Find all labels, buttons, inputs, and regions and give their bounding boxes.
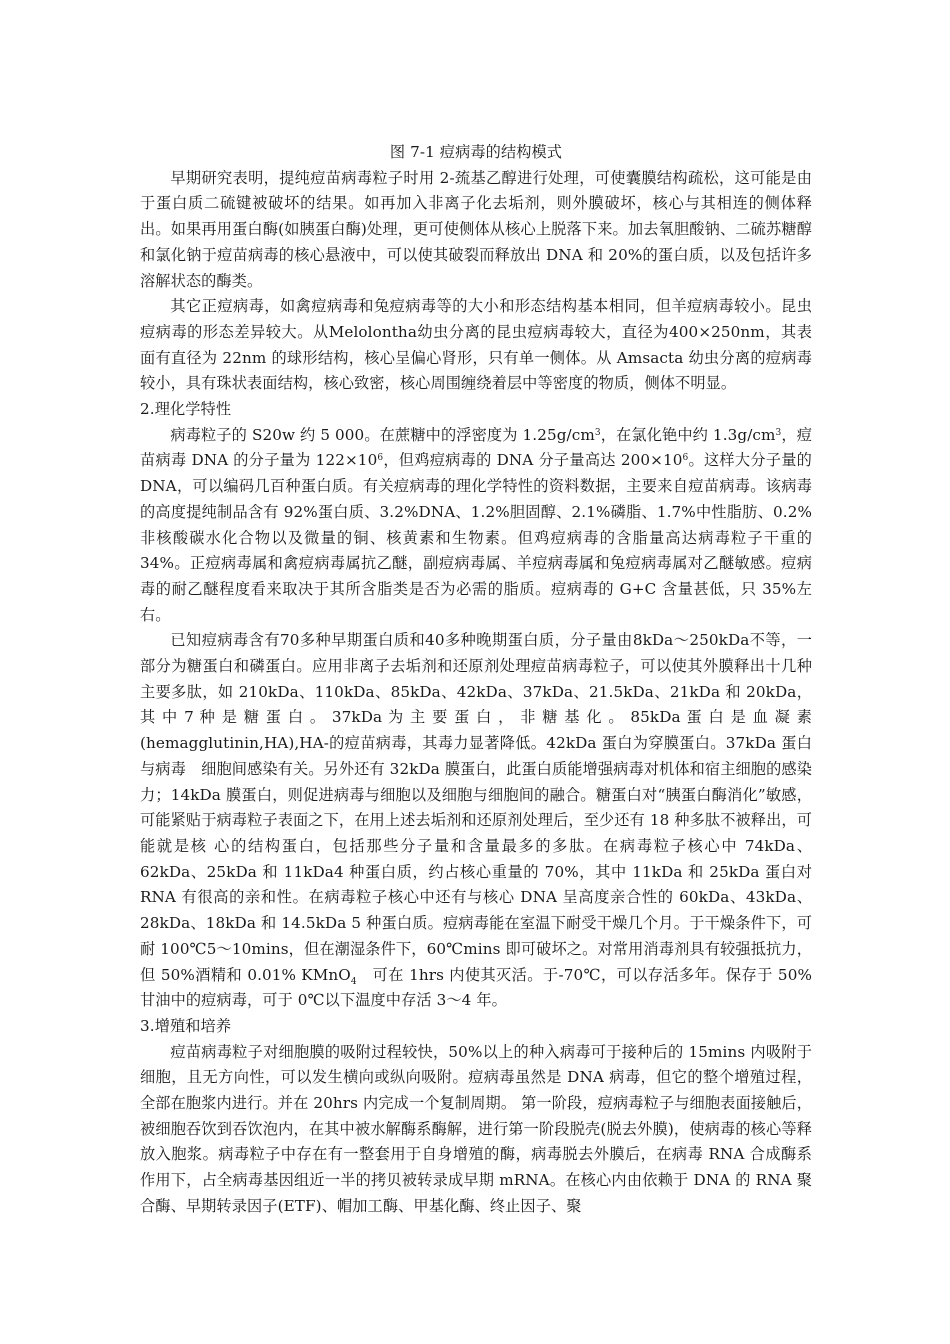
text-fragment: ，痘苗病毒 DNA 的分子量为 122×10	[140, 425, 812, 470]
paragraph-replication: 痘苗病毒粒子对细胞膜的吸附过程较快，50%以上的种入病毒可于接种后的 15mins 内吸附于细胞，且无方向性，可以发生横向或纵向吸附。痘病毒虽然是 DNA 病毒，但它的整个增殖过程，全部在胞浆内进行。并在 20hrs 内完成一个复制周期。 第一阶段，痘病毒粒子与细胞表面接触后，被细胞吞饮到吞饮泡内，在其中被水解酶系酶解，进行第一阶段脱壳(脱去外膜)，使病毒的核心等释放入胞浆。病毒粒子中存在有一整套用于自身增殖的酶，病毒脱去外膜后，在病毒 RNA 合成酶系作用下，占全病毒基因组近一半的拷贝被转录成早期 mRNA。在核心内由依赖于 DNA 的 RNA 聚合酶、早期转录因子(ETF)、帽加工酶、甲基化酶、终止因子、聚	[140, 1042, 812, 1215]
paragraph-physicochemical-properties	[140, 423, 812, 629]
subscript: 4	[350, 976, 357, 987]
superscript: 3	[594, 427, 601, 438]
figure-caption: 图 7-1 痘病毒的结构模式	[389, 143, 563, 161]
section-heading-replication: 3.增殖和培养	[140, 1016, 232, 1035]
paragraph-structure-treatment: 早期研究表明，提纯痘苗病毒粒子时用 2-巯基乙醇进行处理，可使囊膜结构疏松，这可能是由于蛋白质二硫键被破坏的结果。如再加入非离子化去垢剂，则外膜破坏，核心与其相连的侧体释出。如果再用蛋白酶(如胰蛋白酶)处理，更可使侧体从核心上脱落下来。加去氧胆酸钠、二硫苏糖醇和氯化钠于痘苗病毒的核心悬液中，可以使其破裂而释放出 DNA 和 20%的蛋白质，以及包括许多溶解状态的酶类。	[140, 168, 812, 290]
superscript: 3	[775, 427, 782, 438]
section-heading-physicochemical: 2.理化学特性	[140, 400, 232, 419]
document-body	[140, 140, 812, 1220]
text-fragment: 病毒粒子的 S20w 约 5 000。在蔗糖中的浮密度为 1.25g/cm	[170, 425, 595, 444]
text-fragment: 可在 1hrs 内使其灭活。于-70℃，可以存活多年。保存于 50%甘油中的痘病毒，可于 0℃以下温度中存活 3～4 年。	[140, 965, 812, 1010]
text-fragment: 已知痘病毒含有70多种早期蛋白质和40多种晚期蛋白质，分子量由8kDa～250kDa不等，一部分为糖蛋白和磷蛋白。应用非离子去垢剂和还原剂处理痘苗病毒粒子，可以使其外膜释出十几种主要多肽，如 210kDa、110kDa、85kDa、42kDa、37kDa、21.5kDa、21kDa 和 20kDa，其 中 7 种 是 糖 蛋 白 。 37kDa 为 主 要 蛋 白 ， 非 糖 基 化 。 85kDa 蛋 白 是 血 凝 素 (hemagglutinin,HA),HA-的痘苗病毒，其毒力显著降低。42kDa 蛋白为穿膜蛋白。37kDa 蛋白与病毒 细胞间感染有关。另外还有 32kDa 膜蛋白，此蛋白质能增强病毒对机体和宿主细胞的感染力；14kDa 膜蛋白，则促进病毒与细胞以及细胞与细胞间的融合。糖蛋白对“胰蛋白酶消化”敏感，可能紧贴于病毒粒子表面之下，在用上述去垢剂和还原剂处理后，至少还有 18 种多肽不被释出，可能就是核 心的结构蛋白，包括那些分子量和含量最多的多肽。在病毒粒子核心中 74kDa、62kDa、25kDa 和 11kDa4 种蛋白质，约占核心重量的 70%，其中 11kDa 和 25kDa 蛋白对 RNA 有很高的亲和性。在病毒粒子核心中还有与核心 DNA 呈高度亲合性的 60kDa、43kDa、28kDa、18kDa 和 14.5kDa 5 种蛋白质。痘病毒能在室温下耐受干燥几个月。于干燥条件下，可耐 100℃5～10mins，但在潮湿条件下，60℃mins 即可破坏之。对常用消毒剂具有较强抵抗力，但 50%酒精和 0.01% KMnO	[140, 631, 812, 984]
text-fragment: ，在氯化铯中约 1.3g/cm	[600, 425, 776, 444]
paragraph-proteins	[140, 628, 812, 1014]
superscript: 6	[682, 453, 689, 464]
paragraph-other-poxviruses: 其它正痘病毒，如禽痘病毒和兔痘病毒等的大小和形态结构基本相同，但羊痘病毒较小。昆虫痘病毒的形态差异较大。从Melolontha幼虫分离的昆虫痘病毒较大，直径为400×250nm，其表面有直径为 22nm 的球形结构，核心呈偏心肾形，只有单一侧体。从 Amsacta 幼虫分离的痘病毒较小，具有珠状表面结构，核心致密，核心周围缠绕着层中等密度的物质，侧体不明显。	[140, 297, 812, 393]
text-fragment: ，但鸡痘病毒的 DNA 分子量高达 200×10	[383, 451, 683, 470]
text-fragment: 。这样大分子量的 DNA，可以编码几百种蛋白质。有关痘病毒的理化学特性的资料数据，主要来自痘苗病毒。该病毒的高度提纯制品含有 92%蛋白质、3.2%DNA、1.2%胆固醇、2.1%磷脂、1.7%中性脂肪、0.2%非核酸碳水化合物以及微量的铜、核黄素和生物素。但鸡痘病毒的含脂量高达病毒粒子干重的 34%。正痘病毒属和禽痘病毒属抗乙醚，副痘病毒属、羊痘病毒属和兔痘病毒属对乙醚敏感。痘病毒的耐乙醚程度看来取决于其所含脂类是否为必需的脂质。痘病毒的 G+C 含量甚低，只 35%左右。	[140, 451, 812, 624]
superscript: 6	[377, 453, 384, 464]
